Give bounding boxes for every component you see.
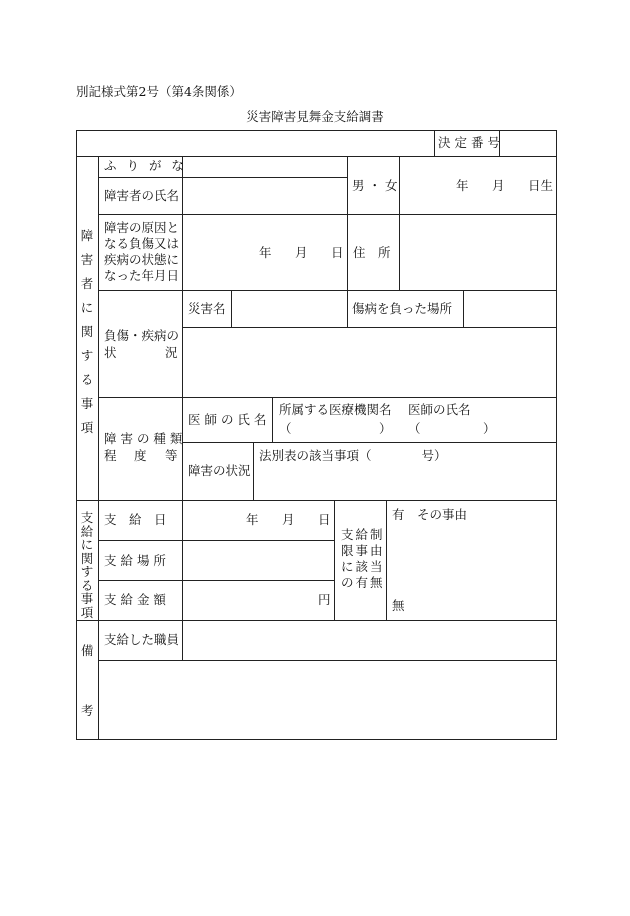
injury-place-field[interactable]	[466, 293, 554, 325]
payment-day-label: 日	[318, 512, 331, 527]
cause-label-line-4: なった年月日	[104, 268, 180, 283]
remarks-field[interactable]	[101, 663, 553, 737]
injury-status-field[interactable]	[185, 330, 553, 394]
birth-year-label: 年	[456, 178, 469, 193]
sex-selector[interactable]: 男 ・ 女	[352, 178, 398, 193]
cause-label-line-1: 障害の原因と	[104, 220, 180, 235]
payment-side-char: 項	[80, 604, 94, 620]
injury-place-label: 傷病を負った場所	[352, 301, 453, 316]
disability-type-label-2b: 度	[134, 448, 147, 463]
cause-label-line-3: 疾病の状態に	[104, 252, 180, 267]
restriction-label-2: 限事由	[341, 543, 385, 558]
staff-field[interactable]	[185, 623, 553, 658]
restriction-label-3: に該当	[341, 559, 385, 574]
restriction-yes-reason[interactable]: 有 その事由	[392, 507, 468, 522]
disability-type-label-2c: 等	[165, 448, 178, 463]
victim-name-label: 障害者の氏名	[104, 188, 180, 203]
form-reference: 別記様式第2号（第4条関係）	[76, 84, 242, 99]
form-title: 災害障害見舞金支給調書	[246, 109, 384, 124]
victim-name-field[interactable]	[185, 180, 345, 212]
address-label: 住 所	[353, 245, 391, 260]
disability-status-label: 障害の状況	[188, 463, 251, 478]
victim-side-char: 障	[80, 228, 94, 243]
victim-side-char: る	[80, 372, 94, 387]
restriction-no[interactable]: 無	[392, 598, 405, 613]
staff-label: 支給した職員	[104, 632, 180, 647]
disaster-name-field[interactable]	[234, 293, 344, 325]
victim-side-char: 事	[80, 396, 94, 411]
victim-side-char: 項	[80, 420, 94, 435]
payment-place-label: 支 給 場 所	[104, 553, 166, 568]
victim-side-char: 関	[80, 324, 94, 339]
payment-amount-label: 支 給 金 額	[104, 592, 166, 607]
restriction-label-4: の有無	[341, 575, 385, 590]
payment-year-label: 年	[246, 512, 259, 527]
remarks-side-label-2: 考	[81, 703, 94, 718]
furigana-label: ふ り が な	[104, 158, 187, 173]
cause-label-line-2: なる負傷又は	[104, 236, 180, 251]
payment-date-label: 支 給 日	[104, 512, 167, 527]
injury-status-label-1: 負傷・疾病の	[104, 328, 180, 343]
doctor-label: 医師の氏名	[408, 402, 471, 417]
restriction-label-1: 支給制	[341, 527, 385, 542]
decision-number-label: 決 定 番 号	[438, 135, 500, 150]
cause-month-label: 月	[295, 245, 308, 260]
address-field[interactable]	[402, 217, 552, 287]
injury-status-label-2a: 状	[104, 345, 117, 360]
disaster-name-label: 災害名	[188, 301, 226, 316]
payment-side-char: に	[80, 537, 94, 552]
cause-year-label: 年	[259, 245, 272, 260]
payment-side-char: す	[80, 564, 94, 579]
victim-side-char: 者	[80, 276, 94, 291]
payment-side-char: 支	[80, 510, 94, 525]
payment-side-char: 関	[80, 550, 94, 566]
doctor-name-label: 医 師 の 氏 名	[188, 412, 267, 427]
furigana-field[interactable]	[185, 158, 345, 176]
payment-side-char: る	[80, 577, 94, 593]
disability-type-label-2a: 程	[104, 448, 117, 463]
victim-side-char: に	[80, 300, 94, 315]
law-table-item-label: 法別表の該当事項（ 号）	[259, 448, 447, 463]
payment-amount-unit: 円	[318, 592, 331, 607]
birth-day-label: 日生	[528, 178, 554, 193]
medical-institution-field[interactable]: （ ）	[279, 421, 392, 436]
remarks-side-label-1: 備	[81, 643, 94, 658]
victim-side-char: す	[80, 348, 94, 363]
injury-status-label-2b: 況	[165, 345, 178, 360]
medical-institution-label: 所属する医療機関名	[279, 402, 392, 417]
payment-side-char: 給	[80, 523, 94, 539]
payment-month-label: 月	[282, 512, 295, 527]
disability-type-label-1: 障 害 の 種 類	[104, 431, 183, 446]
doctor-field[interactable]: （ ）	[408, 421, 496, 436]
cause-day-label: 日	[331, 245, 344, 260]
birth-month-label: 月	[492, 178, 505, 193]
payment-place-field[interactable]	[185, 543, 331, 578]
victim-side-char: 害	[80, 252, 94, 267]
payment-side-char: 事	[80, 591, 94, 606]
